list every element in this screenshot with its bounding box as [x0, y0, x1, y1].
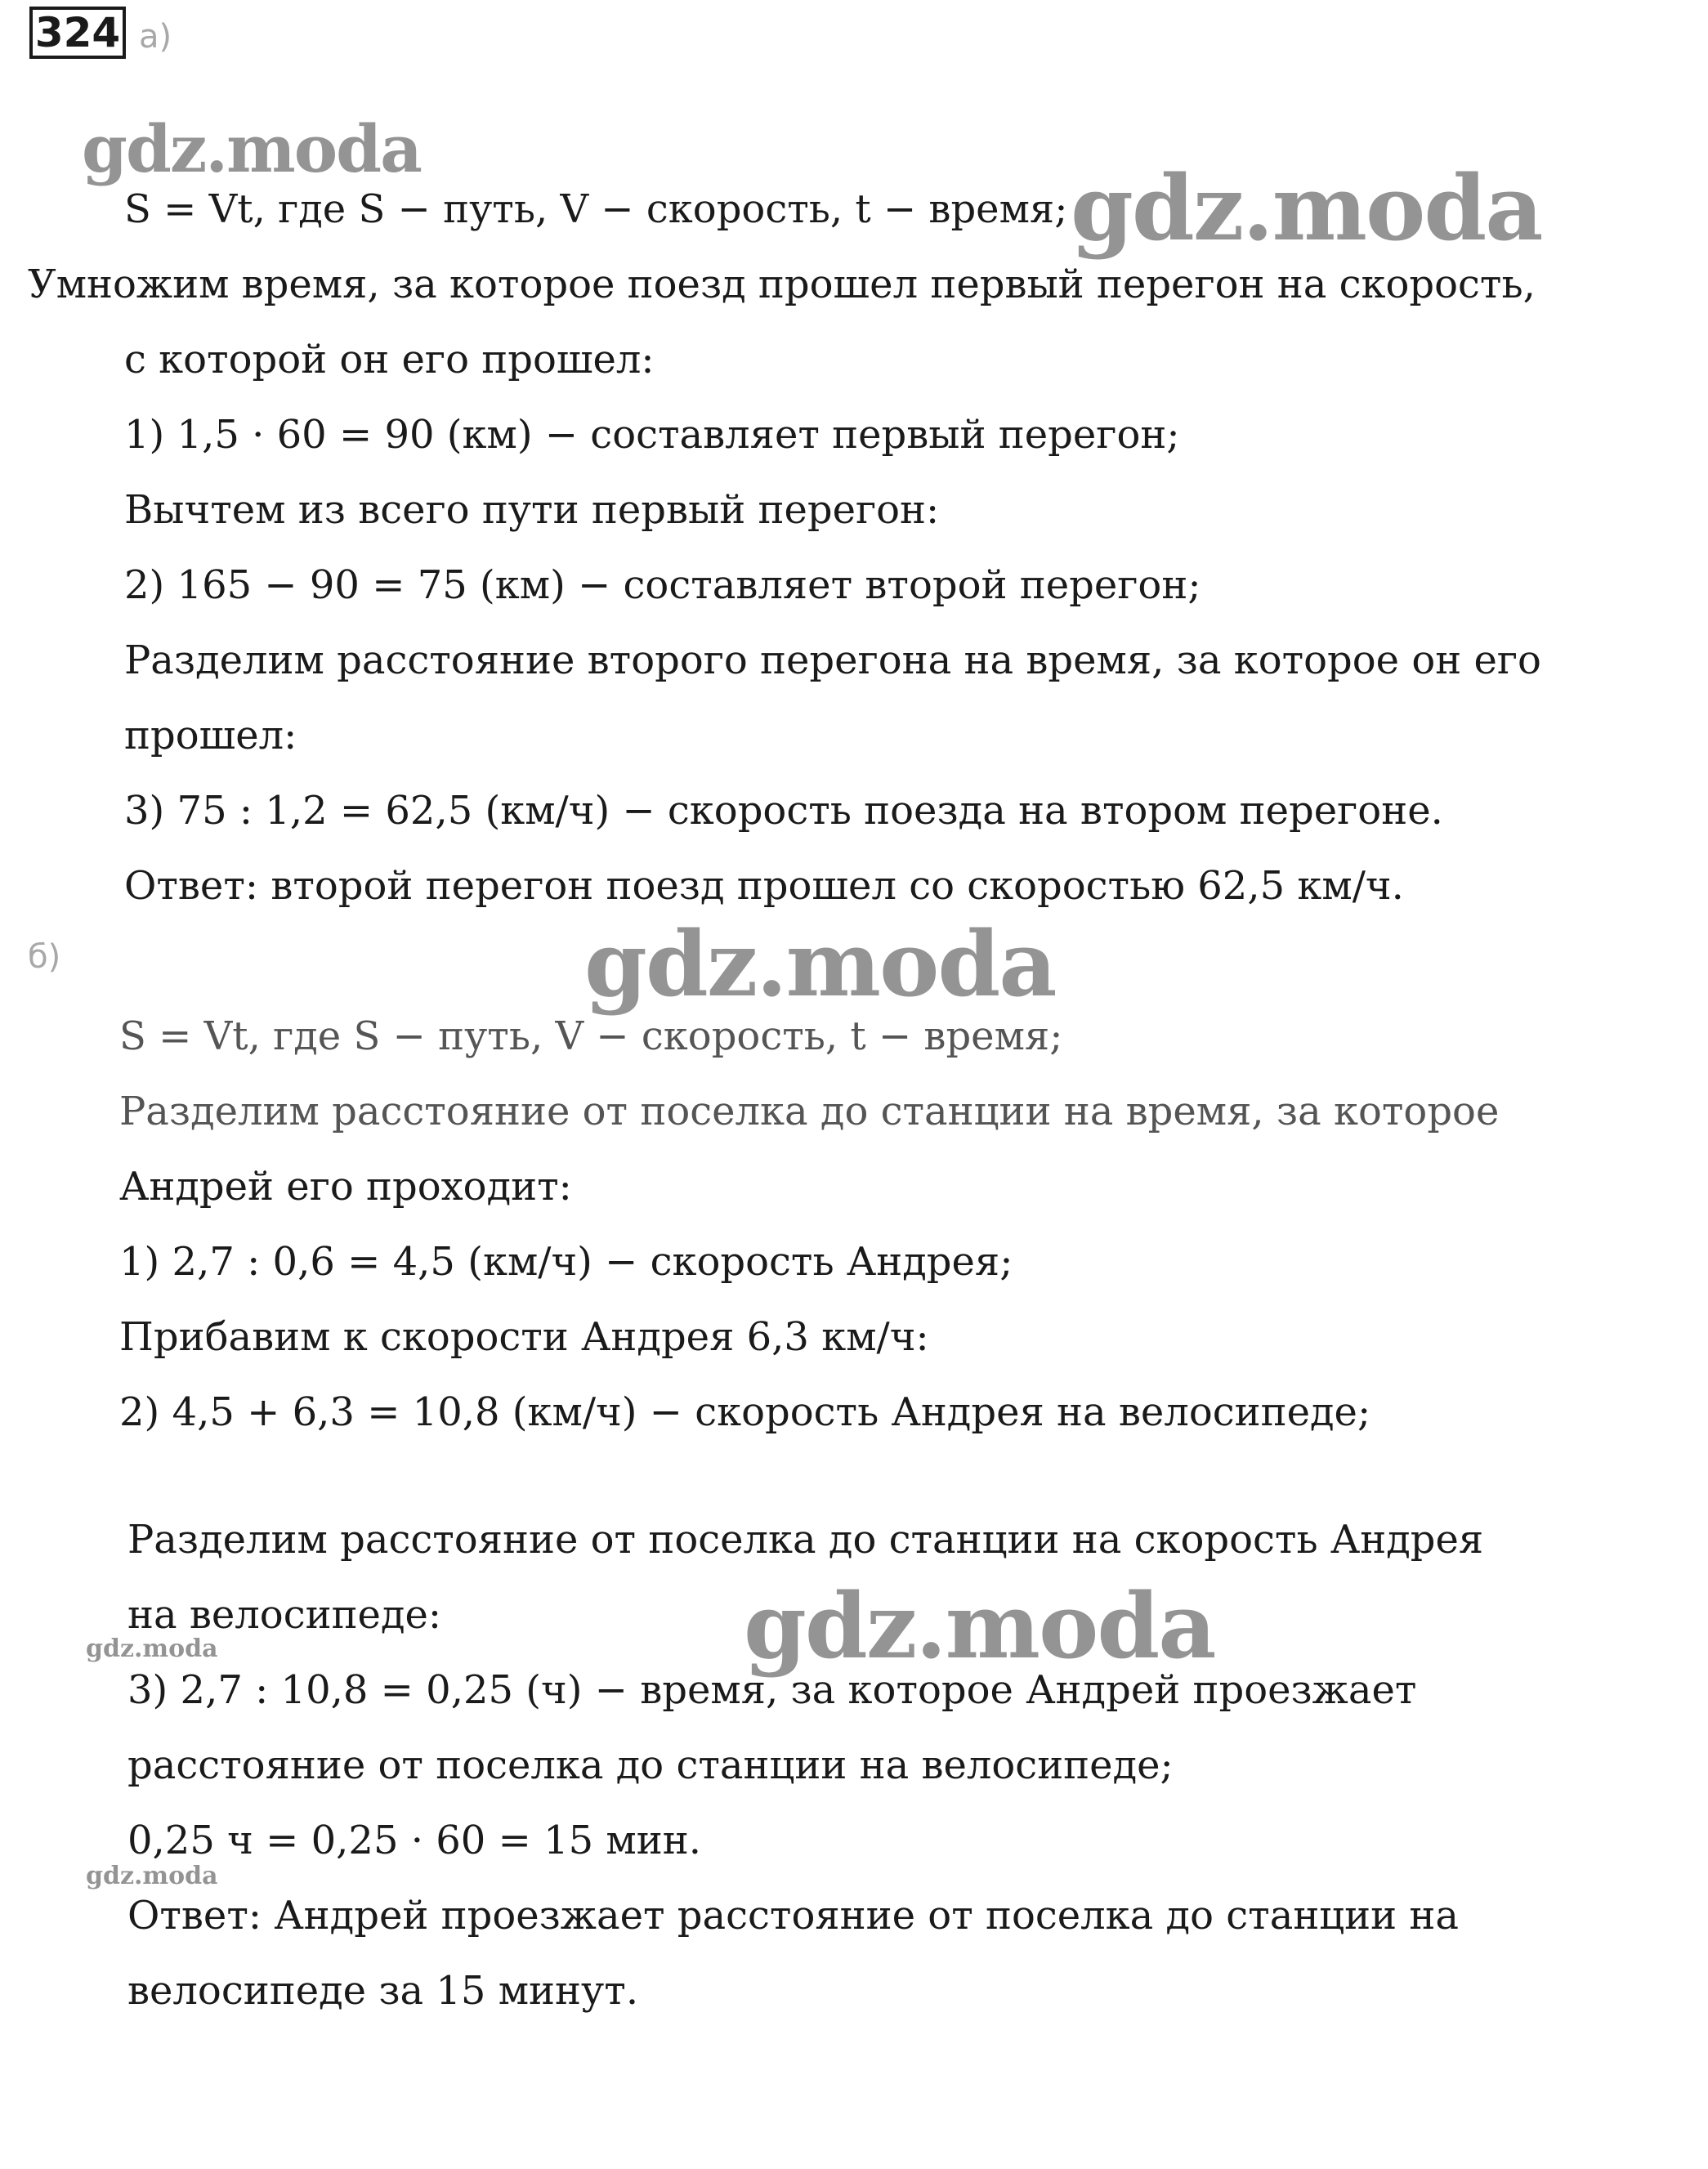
step-line: 2) 165 − 90 = 75 (км) − составляет второй перегон; [124, 562, 1201, 608]
text-line: Умножим время, за которое поезд прошел первый перегон на скорость, [28, 262, 1536, 307]
formula-line: S = Vt, где S − путь, V − скорость, t − время; [124, 186, 1068, 232]
text-line: с которой он его прошел: [124, 337, 655, 382]
text-line: Разделим расстояние от поселка до станции на время, за которое [119, 1089, 1500, 1134]
answer-line: велосипеде за 15 минут. [127, 1968, 639, 2014]
task-number-box: 324 [29, 7, 126, 59]
watermark-logo: gdz.moda [86, 1862, 218, 1890]
part-a-label: а) [139, 18, 172, 56]
formula-line: S = Vt, где S − путь, V − скорость, t − время; [119, 1013, 1063, 1059]
text-line: расстояние от поселка до станции на велосипеде; [127, 1742, 1174, 1788]
step-line: 1) 1,5 · 60 = 90 (км) − составляет первый перегон; [124, 412, 1180, 458]
answer-line: Ответ: Андрей проезжает расстояние от поселка до станции на [127, 1893, 1460, 1939]
step-line: 2) 4,5 + 6,3 = 10,8 (км/ч) − скорость Андрея на велосипеде; [119, 1389, 1371, 1435]
step-line: 3) 2,7 : 10,8 = 0,25 (ч) − время, за которое Андрей проезжает [127, 1667, 1417, 1713]
part-b-label: б) [28, 938, 61, 976]
step-line: 3) 75 : 1,2 = 62,5 (км/ч) − скорость поезда на втором перегоне. [124, 788, 1443, 834]
text-line: Вычтем из всего пути первый перегон: [124, 487, 940, 533]
step-line: 0,25 ч = 0,25 · 60 = 15 мин. [127, 1818, 701, 1863]
text-line: прошел: [124, 713, 297, 758]
answer-line: Ответ: второй перегон поезд прошел со скоростью 62,5 км/ч. [124, 863, 1404, 909]
text-line: Андрей его проходит: [119, 1164, 572, 1210]
text-line: Разделим расстояние второго перегона на время, за которое он его [124, 637, 1541, 683]
watermark-logo: gdz.moda [86, 1635, 218, 1663]
watermark-logo: gdz.moda [584, 911, 1056, 1017]
watermark-logo: gdz.moda [82, 110, 421, 187]
text-line: Прибавим к скорости Андрея 6,3 км/ч: [119, 1314, 929, 1360]
text-line: Разделим расстояние от поселка до станции на скорость Андрея [127, 1517, 1484, 1563]
text-line: на велосипеде: [127, 1592, 442, 1638]
watermark-logo: gdz.moda [744, 1573, 1215, 1679]
watermark-logo: gdz.moda [1071, 155, 1542, 261]
step-line: 1) 2,7 : 0,6 = 4,5 (км/ч) − скорость Андрея; [119, 1239, 1013, 1285]
